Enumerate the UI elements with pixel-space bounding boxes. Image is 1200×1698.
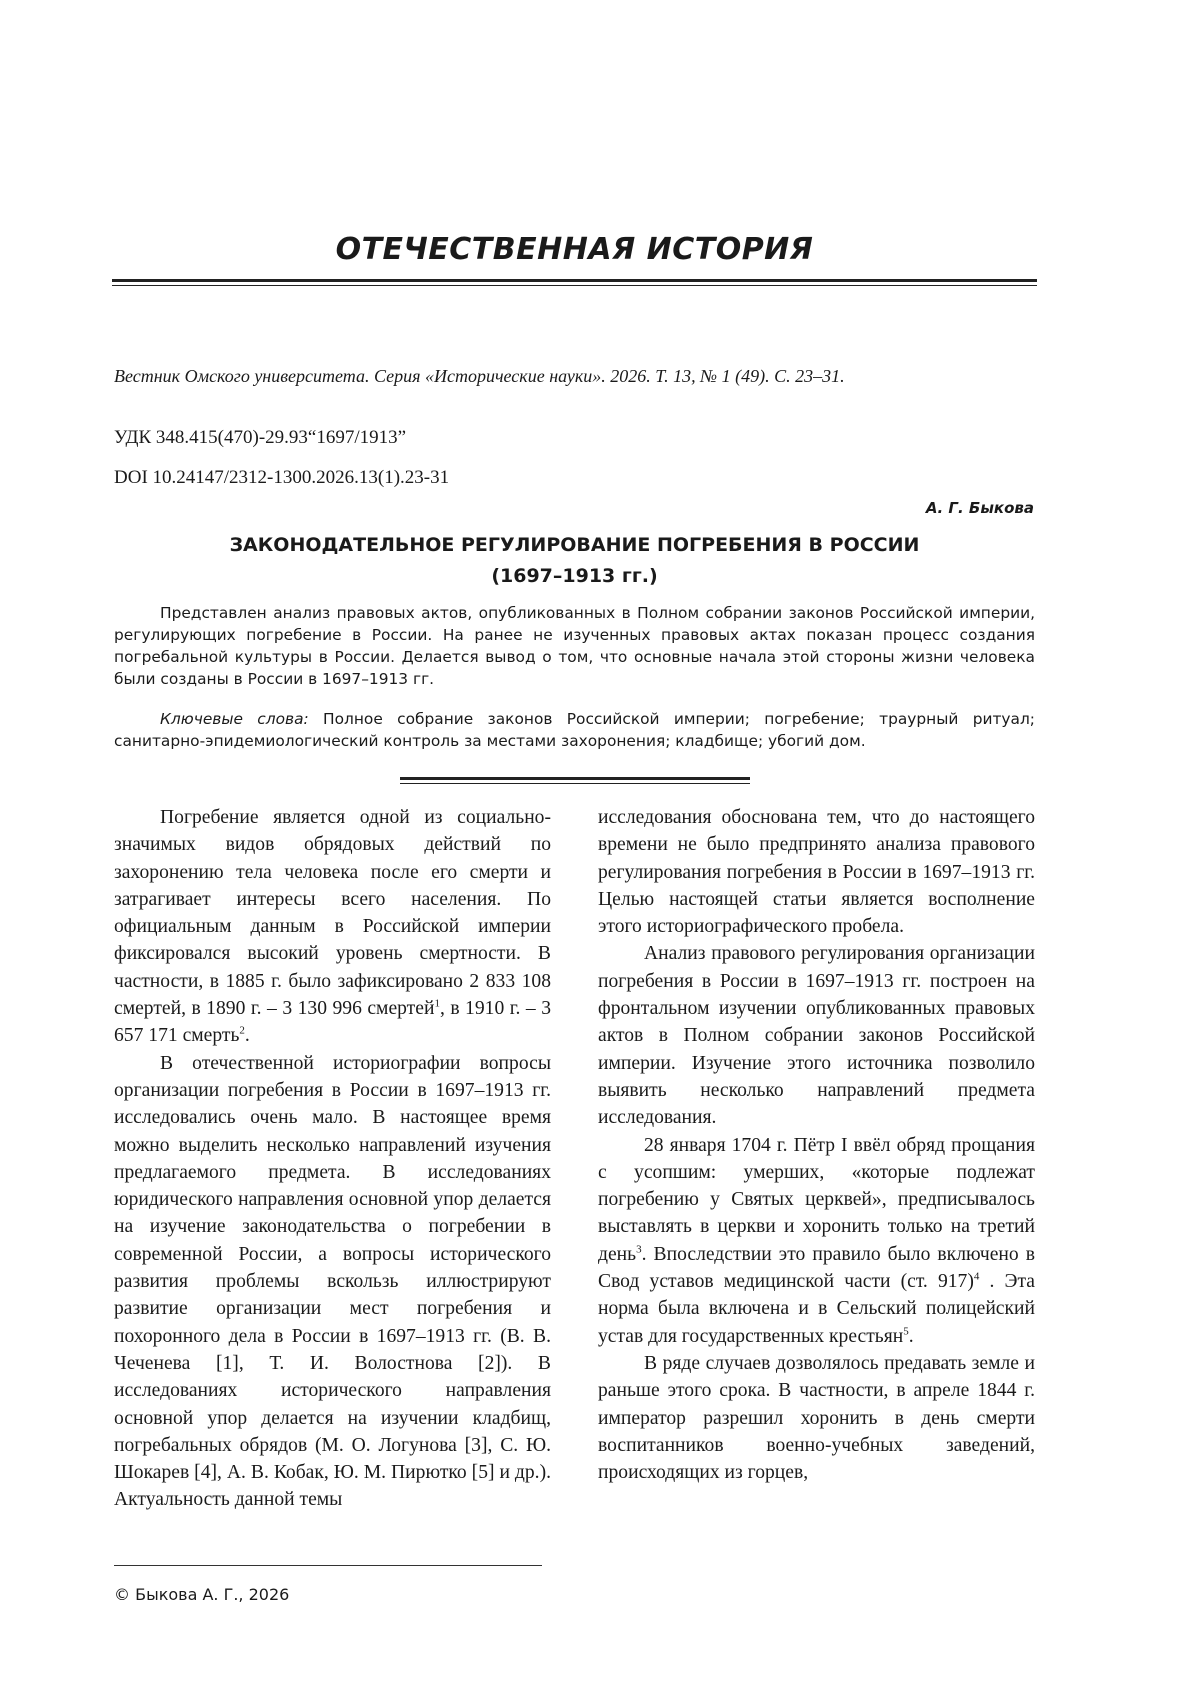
paragraph: Анализ правового регулирования организации погребения в России в 1697–1913 гг. построен на фронтальном изучении опубликованных правовых актов в Полном собрании законов Российской империи. Изучение этого источника позволило выявить несколько направлений предмета исследования. [598,943,1035,1129]
journal-reference: Вестник Омского университета. Серия «Исторические науки». 2026. Т. 13, № 1 (49). С. 23–31. [114,366,845,386]
abstract-text: Представлен анализ правовых актов, опубликованных в Полном собрании законов Российской империи, регулирующих погребение в России. На ранее не изученных правовых актах показан процесс создания погребальной культуры в России. Делается вывод о том, что основные начала этой стороны жизни человека были созданы в России в 1697–1913 гг. [114,604,1035,688]
paragraph: В ряде случаев дозволялось предавать земле и раньше этого срока. В частности, в апреле 1844 г. император разрешил хоронить в день смерти воспитанников военно-учебных заведений, происходящих из горцев, [598,1352,1035,1484]
abstract-block [114,602,1035,770]
section-rule-thin [112,285,1037,286]
footnote-ref[interactable]: 3 [636,1243,642,1256]
keywords [114,708,1035,752]
divider-rule-thick [400,777,750,780]
doi: DOI 10.24147/2312-1300.2026.13(1).23-31 [114,467,450,488]
divider-rule-thin [400,783,750,784]
keywords-text: Полное собрание законов Российской империи; погребение; траурный ритуал; санитарно-эпидемиологический контроль за местами захоронения; кладбище; убогий дом. [114,710,1035,750]
section-title: ОТЕЧЕСТВЕННАЯ ИСТОРИЯ [335,232,814,267]
paragraph: В отечественной историографии вопросы организации погребения в России в 1697–1913 гг. исследовались очень мало. В настоящее время можно выделить несколько направлений изучения предлагаемого предмета. В исследованиях юридического направления основной упор делается на изучение законодательства о погребении в современной России, а вопросы исторического развития проблемы вскользь иллюстрируют развитие организации мест погребения и похоронного дела в России в 1697–1913 гг. (В. В. Чеченева [1], Т. И. Волостнова [2]). В исследованиях исторического направления основной упор делается на изучении кладбищ, погребальных обрядов (М. О. Логунова [3], С. Ю. Шокарев [4], А. В. Кобак, Ю. М. Пирютко [5] и др.). Актуальность данной темы [114,1052,551,1511]
copyright: © Быкова А. Г., 2026 [114,1585,290,1604]
udk-code: УДК 348.415(470)-29.93“1697/1913” [114,427,407,448]
footnote-ref[interactable]: 1 [434,997,440,1010]
section-rule-thick [112,279,1037,282]
author-name: А. Г. Быкова [925,499,1034,517]
body-column-left [114,804,551,1514]
body-column-right [598,804,1035,1486]
footnote-ref[interactable]: 5 [903,1325,909,1338]
article-title-line2: (1697–1913 гг.) [491,565,658,587]
paragraph: Погребение является одной из социально-значимых видов обрядовых действий по захоронению тела человека после его смерти и затрагивает интересы всего населения. По официальным данным в Российской империи фиксировался высокий уровень смертности. В частности, в 1885 г. было зафиксировано 2 833 108 смертей, в 1890 г. – 3 130 996 смертей$^1$, в 1910 г. – 3 657 171 смерть$^2$. [114,807,551,1047]
paragraph: исследования обоснована тем, что до настоящего времени не было предпринято анализа правового регулирования погребения в России в 1697–1913 гг. Целью настоящей статьи является восполнение этого историографического пробела. [598,807,1035,938]
footnote-ref[interactable]: 2 [239,1024,245,1037]
keywords-label: Ключевые слова: [160,710,309,728]
footnote-rule [114,1565,542,1566]
article-title [112,530,1037,592]
paragraph: 28 января 1704 г. Пётр I ввёл обряд прощания с усопшим: умерших, «которые подлежат погребению у Святых церквей», предписывалось выставлять в церкви и хоронить только на третий день$^3$. Впоследствии это правило было включено в Свод уставов медицинской части (ст. 917)$^4$ . Эта норма была включена и в Сельский полицейский устав для государственных крестьян$^5$. [598,1134,1035,1347]
article-title-line1: ЗАКОНОДАТЕЛЬНОЕ РЕГУЛИРОВАНИЕ ПОГРЕБЕНИЯ В РОССИИ [229,534,920,556]
footnote-ref[interactable]: 4 [973,1270,980,1283]
